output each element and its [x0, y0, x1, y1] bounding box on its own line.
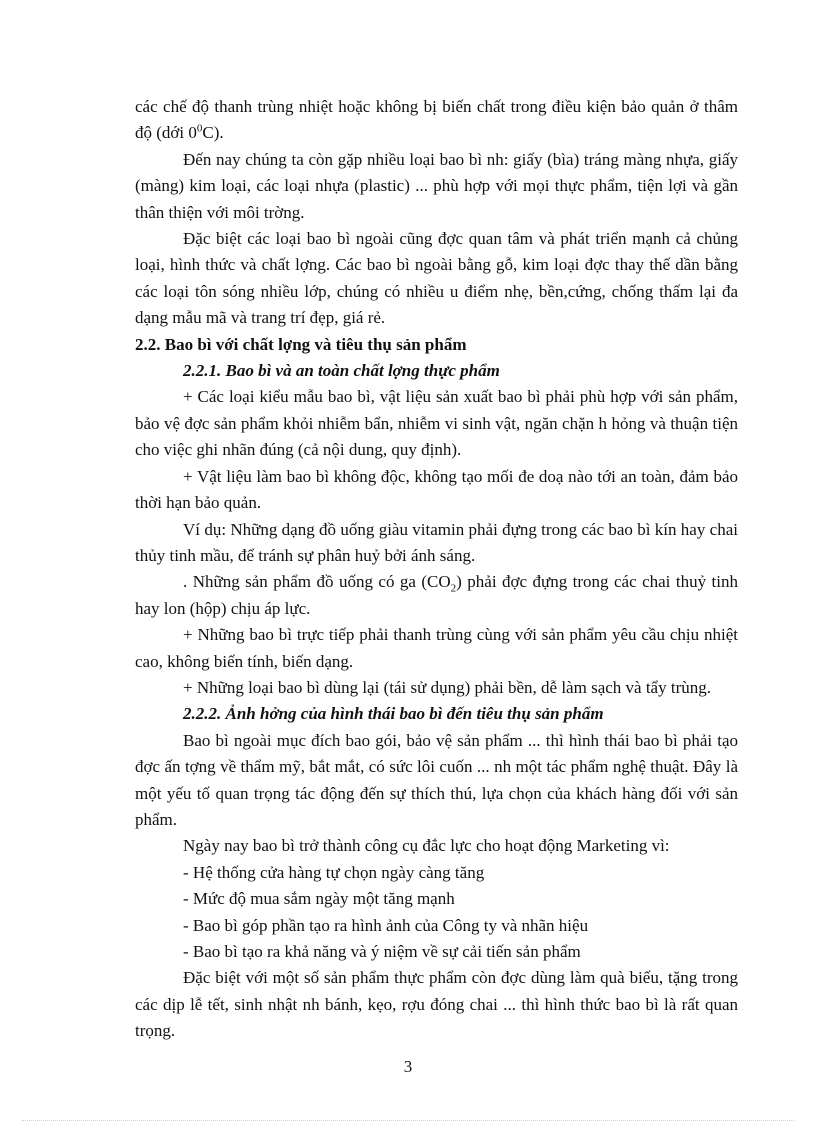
- paragraph-3: Đặc biệt các loại bao bì ngoài cũng đợc quan tâm và phát triển mạnh cả chủng loại, hình thức và chất lợng. Các bao bì ngoài bằng gỗ, kim loại đợc thay thế dần bằng các loại tôn sóng nhiều lớp, chúng có nhiều u điểm nhẹ, bền,cứng, chống thấm lại đa dạng mẫu mã và trang trí đẹp, giá rẻ.: [135, 229, 738, 328]
- paragraph-2: Đến nay chúng ta còn gặp nhiều loại bao bì nh: giấy (bìa) tráng màng nhựa, giấy (màng) kim loại, các loại nhựa (plastic) ... phù hợp với mọi thực phẩm, tiện lợi và gần thân thiện với môi trờng.: [135, 149, 738, 222]
- paragraph-9: + Những loại bao bì dùng lại (tái sử dụng) phải bền, dễ làm sạch và tẩy trùng.: [183, 677, 711, 697]
- list-item: - Bao bì tạo ra khả năng và ý niệm về sự cải tiến sản phẩm: [183, 942, 581, 961]
- list-item: - Mức độ mua sắm ngày một tăng mạnh: [183, 889, 455, 909]
- subsection-heading-2-2-1: 2.2.1. Bao bì và an toàn chất lợng thực phẩm: [183, 361, 500, 381]
- page-number: 3: [403, 1057, 413, 1076]
- paragraph-6: Ví dụ: Những dạng đồ uống giàu vitamin phải đựng trong các bao bì kín hay chai thủy tinh mầu, để tránh sự phân huỷ bởi ánh sáng.: [135, 519, 738, 565]
- paragraph-7: . Những sản phẩm đồ uống có ga $(CO_2)$ phải đợc đựng trong các chai thuỷ tinh hay lon (hộp) chịu áp lực.: [135, 572, 738, 618]
- paragraph-1: các chế độ thanh trùng nhiệt hoặc không bị biến chất trong điều kiện bảo quản ở thâm độ (dới $0^0C$).: [135, 97, 738, 143]
- list-item: - Bao bì góp phần tạo ra hình ảnh của Công ty và nhãn hiệu: [183, 915, 589, 935]
- paragraph-11: Ngày nay bao bì trở thành công cụ đắc lực cho hoạt động Marketing vì:: [183, 836, 670, 856]
- subsection-heading-2-2-2: 2.2.2. Ảnh hởng của hình thái bao bì đến tiêu thụ sản phẩm: [183, 704, 604, 724]
- list-item: - Hệ thống cửa hàng tự chọn ngày càng tăng: [183, 862, 485, 882]
- paragraph-10: Bao bì ngoài mục đích bao gói, bảo vệ sản phẩm ... thì hình thái bao bì phải tạo đợc ấn tợng về thẩm mỹ, bắt mắt, có sức lôi cuốn ... nh một tác phẩm nghệ thuật. Đây là một yếu tố quan trọng tác động đến sự thích thú, lựa chọn của khách hàng đối với sản phẩm.: [135, 730, 738, 829]
- section-heading-2-2: 2.2. Bao bì với chất lợng và tiêu thụ sản phẩm: [135, 334, 467, 354]
- paragraph-4: + Các loại kiểu mẫu bao bì, vật liệu sản xuất bao bì phải phù hợp với sản phẩm, bảo vệ đợc sản phẩm khỏi nhiễm bẩn, nhiễm vi sinh vật, ngăn chặn h hỏng và thuận tiện cho việc ghi nhãn đúng (cả nội dung, quy định).: [135, 387, 738, 460]
- document-body: [135, 94, 738, 1045]
- page-bottom-divider: [22, 1120, 794, 1121]
- paragraph-5: + Vật liệu làm bao bì không độc, không tạo mối đe doạ nào tới an toàn, đảm bảo thời hạn bảo quản.: [135, 466, 738, 513]
- paragraph-8: + Những bao bì trực tiếp phải thanh trùng cùng với sản phẩm yêu cầu chịu nhiệt cao, không biến tính, biến dạng.: [135, 625, 738, 671]
- paragraph-12: Đặc biệt với một số sản phẩm thực phẩm còn đợc dùng làm quà biếu, tặng trong các dịp lễ tết, sinh nhật nh bánh, kẹo, rợu đóng chai ... thì hình thức bao bì là rất quan trọng.: [135, 968, 738, 1041]
